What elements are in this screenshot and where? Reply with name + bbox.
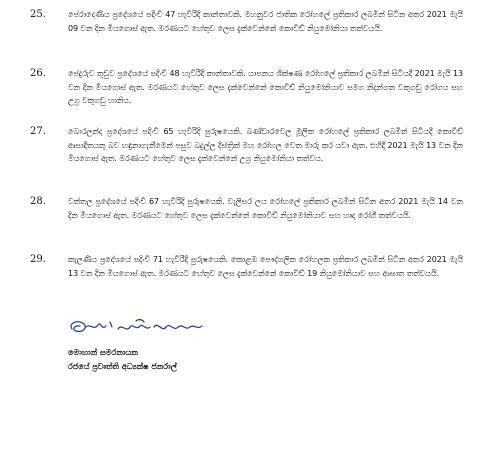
entry-number: 27.: [30, 126, 46, 137]
entry-number: 29.: [30, 254, 46, 265]
entry-text: පේදුරුව තුඩුව ප්‍රදේශයේ පදිංචි 48 හැවිරිදි කාන්තාවකි. යාපනය ශික්ෂණ රෝහලේ ප්‍රතිකාර ලබමින් සිටියදී 2021 මැයි 13 වන දින මියගොස් ඇත. මරණයට හේතුව ලෙස දැක්වෙන්නේ කොවිඩ් නියුමෝනියාව සමග නිදන්ගත වකුගඩු රෝගය සහ උග්‍ර වකුගඩු හානිය.: [68, 69, 463, 105]
entry-number: 25.: [30, 9, 46, 20]
entry-text: කැලණිය ප්‍රදේශයේ පදිංචි 71 හැවිරිදි පුරුෂයෙකි. කොළඹ පෞද්ගලික රෝහලක ප්‍රතිකාර ලබමින් සිටින අතර 2021 මැයි 13 වන දින මියගොස් ඇත. මරණයට හේතුව ලෙස දැක්වෙන්නේ කොවිඩ් 19 නියුමෝනියාව සහ ආඝාත තත්වයයි.: [68, 255, 463, 278]
entry-text: බොරලන්ද ප්‍රදේශයේ පදිංචි 65 හැවිරිදි පුරුෂයෙකි. බණ්ඩාරවෙල මූලික රෝහලේ ප්‍රතිකාර ලබමින් සිටියදී කොවිඩ් ආසාදිතයකු බව හඳුනාගැනීමෙන් පසුව බදුල්ල දිස්ත්‍රික් මහ රෝහල වෙත මාරු කර යවා ඇත. එහිදී 2021 මැයි 13 වන දින මියගොස් ඇත. මරණයට හේතුව ලෙස දැක්වෙන්නේ උග්‍ර නියුමෝනියා තත්වය.: [68, 127, 463, 163]
entry-number: 26.: [30, 68, 46, 79]
entry-text: වත්තල ප්‍රදේශයේ පදිංචි 67 හැවිරිදි පුරුෂයෙකි. වැලිසර ලය රෝහලේ ප්‍රතිකාර ලබමින් සිටින අතර 2021 මැයි 14 වන දින මියගොස් ඇත. මරණයට හේතුව ලෙස දැක්වෙන්නේ කොවිඩ් නියුමෝනියාව සහ හෘද රෝගී තත්වයයි.: [68, 197, 463, 220]
entry-text: පේරාදෙණිය ප්‍රදේශයේ පදිංචි 47 හැවිරිදි කාන්තාවකි. මහනුවර ජාතික රෝහලේ ප්‍රතිකාර ලබමින් සිටින අතර 2021 මැයි 09 වන දින මියගොස් ඇත. මරණයට හේතුව ලෙස දැක්වෙන්නේ කොවිඩ් නියුමෝනියා තත්වයයි.: [68, 10, 463, 33]
signatory-title: රජයේ ප්‍රවෘත්ති අධ්‍යක්ෂ ජනරාල්: [68, 362, 177, 371]
entry-number: 28.: [30, 196, 46, 207]
signatory-name: මොහාන් සමරනායක: [68, 348, 138, 357]
signature-image: [66, 315, 216, 345]
